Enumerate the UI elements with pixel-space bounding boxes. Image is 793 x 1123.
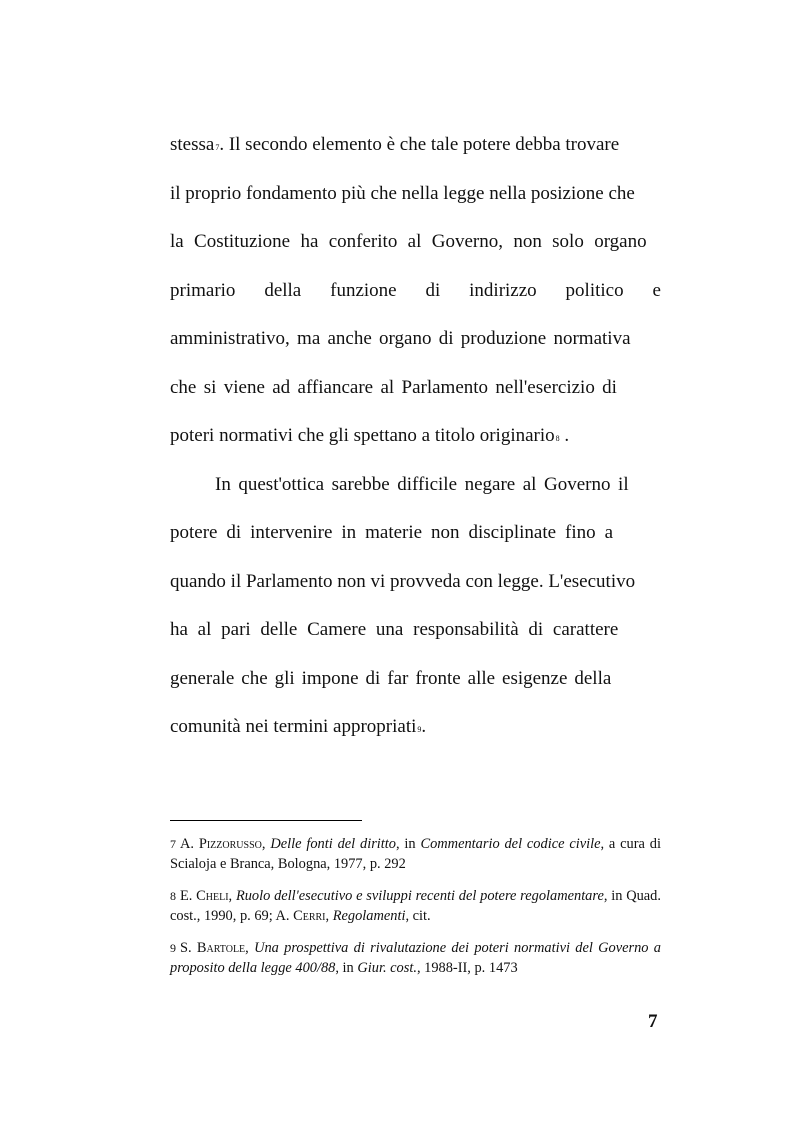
footnote-9 [170, 938, 661, 978]
author-initial: S. [180, 940, 197, 956]
text-run: poteri normativi che gli spettano a titolo originario8 . [170, 425, 570, 446]
text-line [170, 708, 661, 757]
citation-title: Una prospettiva di rivalutazione dei poteri normativi del Governo a proposito della legge 400/88 [170, 940, 661, 976]
citation-journal: Giur. cost. [357, 960, 417, 976]
word: e [652, 279, 661, 301]
author-name: Cerri [293, 908, 326, 924]
footnote-ref-8[interactable]: 8 [555, 434, 560, 443]
footnote-8 [170, 886, 661, 926]
word: primario [170, 279, 236, 301]
author-name: Cheli [196, 888, 229, 904]
text-line [170, 223, 661, 272]
text-run: potere di intervenire in materie non disciplinate fino a [170, 522, 614, 543]
footnote-separator [170, 820, 362, 821]
text-line [170, 369, 661, 418]
text-run: il proprio fondamento più che nella legge nella posizione che [170, 182, 635, 204]
text-run: amministrativo, ma anche organo di produzione normativa [170, 328, 631, 349]
text-run: ha al pari delle Camere una responsabilità di carattere [170, 619, 619, 640]
footnote-number: 8 [170, 889, 176, 903]
text-line [170, 611, 661, 660]
citation-text: , in Quad. cost., 1990, p. 69; A. [170, 888, 661, 924]
word: funzione [330, 279, 397, 301]
text-run: In quest'ottica sarebbe difficile negare al Governo il [215, 473, 629, 495]
footnote-7 [170, 834, 661, 874]
word: della [264, 279, 302, 301]
text-line [170, 320, 661, 369]
footnote-ref-7[interactable]: 7 [215, 143, 220, 152]
paragraph-first-line [170, 466, 661, 515]
word: indirizzo [469, 279, 537, 301]
citation-text: , in [395, 836, 421, 852]
author-initial: E. [180, 888, 197, 904]
author-name: Pizzorusso [198, 836, 262, 852]
citation-title: Regolamenti [332, 908, 406, 924]
citation-title: Ruolo dell'esecutivo e sviluppi recenti del potere regolamentare [235, 888, 604, 904]
separator: , [325, 908, 333, 924]
citation-text: , a cura di Scialoja e Branca, Bologna, 1977, p. 292 [170, 836, 661, 872]
main-text [170, 126, 661, 757]
text-line-justified [170, 272, 661, 321]
text-run: quando il Parlamento non vi provveda con legge. L'esecutivo [170, 570, 636, 592]
separator: , [261, 836, 271, 852]
text-run: comunità nei termini appropriati9. [170, 716, 427, 737]
citation-text: , in [335, 960, 358, 976]
text-run: che si viene ad affiancare al Parlamento nell'esercizio di [170, 376, 617, 398]
citation-title: Delle fonti del diritto [270, 836, 396, 852]
word: di [425, 279, 441, 301]
text-line [170, 417, 661, 466]
footnote-number: 9 [170, 941, 176, 955]
citation-text: , cit. [405, 908, 431, 924]
text-run: generale che gli impone di far fronte alle esigenze della [170, 667, 612, 689]
citation-work: Commentario del codice civile [420, 836, 601, 852]
footnote-ref-9[interactable]: 9 [417, 725, 422, 734]
text-line [170, 175, 661, 224]
citation-text: , 1988-II, p. 1473 [416, 960, 518, 976]
footnotes [170, 834, 661, 990]
separator: , [245, 940, 255, 956]
text-line [170, 126, 661, 175]
text-line [170, 514, 661, 563]
footnote-number: 7 [170, 837, 176, 851]
text-line [170, 660, 661, 709]
text-run: stessa7. Il secondo elemento è che tale potere debba trovare [170, 134, 620, 155]
text-run: la Costituzione ha conferito al Governo, non solo organo [170, 231, 647, 252]
author-name: Bartole [196, 940, 246, 956]
word: politico [565, 279, 624, 301]
page-number: 7 [648, 1011, 658, 1032]
text-line [170, 563, 661, 612]
author-initial: A. [180, 836, 199, 852]
separator: , [228, 888, 236, 904]
